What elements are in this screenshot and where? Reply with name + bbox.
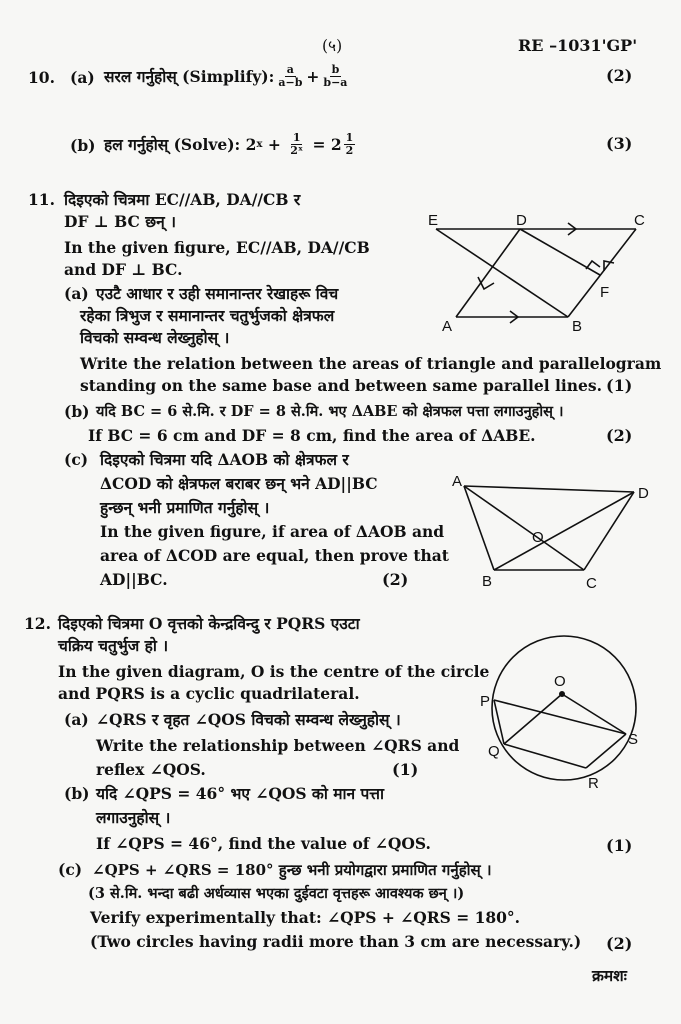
q12b-np1: यदि ∠QPS = 46° भए ∠QOS को मान पत्ता [96,784,385,803]
q11a-label: (a) [64,284,89,303]
q11c-en2: area of ΔCOD are equal, then prove that [100,546,449,565]
q12c-np1: ∠QPS + ∠QRS = 180° हुन्छ भनी प्रयोगद्वारा प्रमाणित गर्नुहोस् । [92,861,492,879]
q11-line2: DF ⊥ BC छन् । [64,212,176,231]
q11b-np: यदि BC = 6 से.मि. र DF = 8 से.मि. भए ΔABE को क्षेत्रफल पत्ता लगाउनुहोस् । [96,403,564,420]
q10b-text: हल गर्नुहोस् (Solve): 2 [104,134,257,154]
fig1-label-e: E [428,212,439,229]
q12-line2: चक्रिय चतुर्भुज हो । [58,636,169,655]
fig2-label-o: O [532,529,544,546]
fig2-label-c: C [586,575,597,592]
q11c-en3: AD||BC. [100,570,168,589]
figure-parallelogram-ecab [420,205,660,345]
q11a-np2: रहेका त्रिभुज र समानान्तर चतुर्भुजको क्षेत्रफल [80,306,335,325]
q11-line1: दिइएको चित्रमा EC//AB, DA//CB र [64,190,301,209]
q11a-en2: standing on the same base and between same parallel lines. [80,376,603,395]
q12b-label: (b) [64,784,90,803]
q11c-np3: हुन्छन् भनी प्रमाणित गर्नुहोस् । [100,498,270,517]
q12c-en1: Verify experimentally that: ∠QPS + ∠QRS = 180°. [90,908,521,927]
q10a-label: (a) [70,68,95,87]
q11c-np1: दिइएको चित्रमा यदि ΔAOB को क्षेत्रफल र [100,450,349,469]
fig3-label-p: P [480,693,491,710]
q11c-marks: (2) [382,570,409,589]
q12-number: 12. [24,614,51,633]
q11-line4: and DF ⊥ BC. [64,260,183,279]
q11c-label: (c) [64,450,89,469]
fig2-label-a: A [452,473,463,490]
q10a-text: सरल गर्नुहोस् (Simplify): [104,66,275,86]
q10b-exponent: x [256,138,263,150]
q11b-marks: (2) [606,426,633,445]
q11b-en: If BC = 6 cm and DF = 8 cm, find the area of ΔABE. [88,426,536,445]
fig3-label-o: O [554,673,566,690]
q10a-marks: (2) [606,66,633,85]
q10a-question [104,64,351,89]
fig1-label-f: F [600,284,610,301]
q10b-equals: = 2 [307,134,342,154]
q10b-mixed-fraction: $\frac{1}{2}$ [345,131,354,157]
q11b-label: (b) [64,402,90,421]
q11a-np3: विचको सम्वन्ध लेख्नुहोस् । [80,328,230,347]
q12b-marks: (1) [606,836,633,855]
fig2-label-b: B [482,573,493,590]
q12a-en2: reflex ∠QOS. [96,760,206,779]
q11a-np1: एउटै आधार र उही समानान्तर रेखाहरू विच [96,284,339,303]
q12b-en: If ∠QPS = 46°, find the value of ∠QOS. [96,834,431,853]
q12a-label: (a) [64,710,89,729]
q11c-np2: ΔCOD को क्षेत्रफल बराबर छन् भने AD||BC [100,474,378,493]
fig3-label-r: R [588,775,599,792]
q11c-en1: In the given figure, if area of ΔAOB and [100,522,445,541]
q10b-plus: + [262,134,287,154]
q12c-np2: (3 से.मि. भन्दा बढी अर्धव्यास भएका दुईवटा वृत्तहरू आवश्यक छन् ।) [88,885,465,902]
q10b-fraction: $\frac{1}{\text{2ˣ}}$ [290,131,304,157]
q12a-marks: (1) [392,760,419,779]
exam-code: RE –1031'GP' [518,36,638,55]
figure-trapezium-abcd [446,472,666,596]
q11a-marks: (1) [606,376,633,395]
fig1-label-d: D [516,212,527,229]
continued-label: क्रमशः [592,966,627,985]
q12c-label: (c) [58,860,83,879]
q10b-question [104,132,357,157]
q12-line4: and PQRS is a cyclic quadrilateral. [58,684,360,703]
fig3-label-q: Q [488,743,500,760]
q10-number: 10. [28,68,55,87]
q10a-fraction-2: $\frac{b}{b-a}$ [323,63,348,89]
fig1-label-c: C [634,212,645,229]
q10a-plus: + [306,66,320,86]
q12c-marks: (2) [606,934,633,953]
fig1-label-a: A [442,318,453,335]
q12-line1: दिइएको चित्रमा O वृत्तको केन्द्रविन्दु र PQRS एउटा [58,614,360,633]
q10b-label: (b) [70,136,96,155]
fig1-label-b: B [572,318,583,335]
q10a-fraction-1: $\frac{a}{a-b}$ [278,63,303,89]
q12a-en1: Write the relationship between ∠QRS and [96,736,460,755]
page-number: (५) [322,37,343,55]
q12b-np2: लगाउनुहोस् । [96,808,171,827]
q12a-np: ∠QRS र वृहत ∠QOS विचको सम्वन्ध लेख्नुहोस् । [96,710,401,729]
q11a-en1: Write the relation between the areas of triangle and parallelogram [80,354,662,373]
q12c-en2: (Two circles having radii more than 3 cm are necessary.) [90,932,582,951]
fig2-label-d: D [638,485,649,502]
q11-number: 11. [28,190,55,209]
figure-cyclic-quadrilateral [468,618,664,798]
fig3-label-s: S [628,731,639,748]
q12-line3: In the given diagram, O is the centre of the circle [58,662,490,681]
q10b-marks: (3) [606,134,633,153]
q11-line3: In the given figure, EC//AB, DA//CB [64,238,370,257]
